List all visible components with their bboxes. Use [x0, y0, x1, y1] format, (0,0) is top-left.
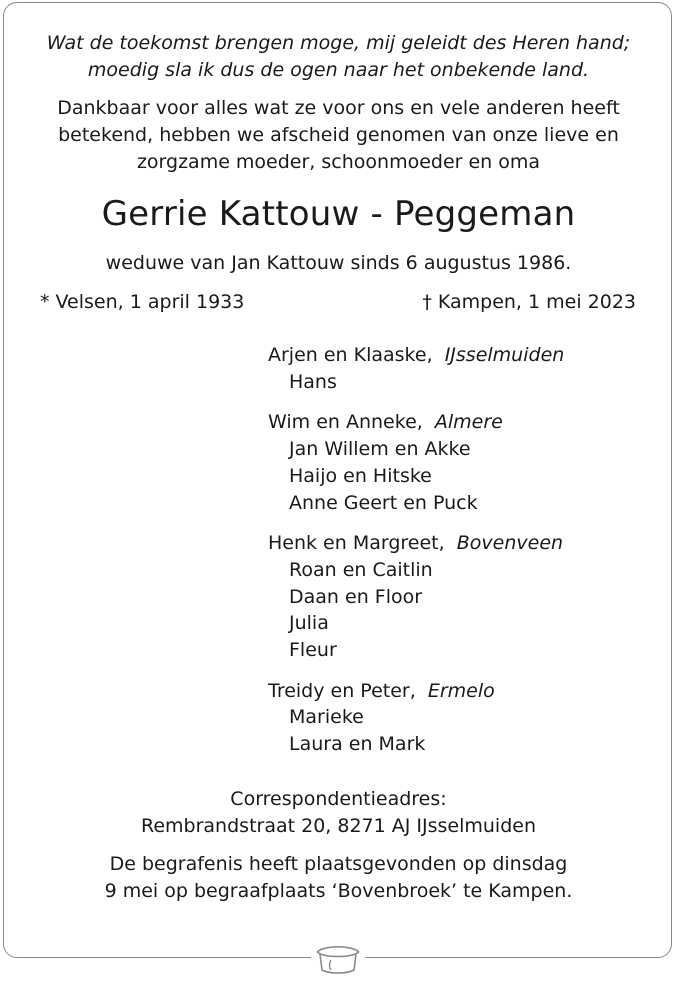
- family-head: [268, 678, 648, 705]
- funeral-note: [0, 851, 677, 905]
- verse-line: moedig sla ik dus de ogen naar het onbekende land.: [87, 59, 590, 81]
- family-head: [268, 409, 648, 436]
- family-child: Roan en Caitlin: [289, 558, 433, 581]
- family-child: Julia: [289, 612, 329, 635]
- deceased-name: Gerrie Kattouw - Peggeman: [101, 194, 576, 234]
- family-head: [268, 342, 648, 369]
- family-group: [268, 342, 648, 395]
- family-child: Marieke: [289, 706, 364, 729]
- family-parents: Wim en Anneke,: [268, 411, 423, 434]
- family-child: Daan en Floor: [289, 585, 423, 608]
- family-child: Hans: [289, 370, 337, 393]
- funeral-line: De begrafenis heeft plaatsgevonden op dinsdag: [109, 853, 568, 875]
- family-place: Bovenveen: [456, 532, 564, 555]
- verse-line: Wat de toekomst brengen moge, mij geleidt des Heren hand;: [46, 32, 631, 54]
- thanks-line: betekend, hebben we afscheid genomen van onze lieve en: [58, 124, 619, 146]
- birth-info: * Velsen, 1 april 1933: [40, 291, 245, 313]
- death-info: † Kampen, 1 mei 2023: [422, 291, 636, 313]
- family-group: [268, 530, 648, 664]
- thanks-paragraph: [0, 95, 677, 176]
- correspondence: [0, 786, 677, 840]
- family-group: [268, 409, 648, 516]
- verse: [0, 30, 677, 84]
- widow-note: weduwe van Jan Kattouw sinds 6 augustus 1986.: [105, 252, 572, 274]
- family-place: IJsselmuiden: [444, 344, 565, 366]
- correspondence-label: Correspondentieadres:: [230, 788, 447, 810]
- family-child: Haijo en Hitske: [289, 464, 432, 487]
- thanks-line: Dankbaar voor alles wat ze voor ons en vele anderen heeft: [57, 97, 620, 119]
- family-child: Laura en Mark: [289, 733, 426, 756]
- family-place: Ermelo: [427, 679, 495, 702]
- family-parents: Henk en Margreet,: [268, 532, 445, 555]
- family-parents: Treidy en Peter,: [268, 679, 416, 702]
- family-child: Anne Geert en Puck: [289, 491, 478, 514]
- family-child: Jan Willem en Akke: [289, 438, 471, 461]
- family-group: [268, 678, 648, 758]
- correspondence-address: Rembrandstraat 20, 8271 AJ IJsselmuiden: [141, 815, 536, 837]
- family-place: Almere: [434, 411, 503, 434]
- family-head: [268, 530, 648, 557]
- thanks-line: zorgzame moeder, schoonmoeder en oma: [136, 151, 541, 173]
- family-parents: Arjen en Klaaske,: [268, 344, 433, 366]
- funeral-line: 9 mei op begraafplaats ‘Bovenbroek’ te Kampen.: [104, 880, 573, 902]
- family-list: [268, 342, 648, 772]
- memorial-logo-icon: [311, 940, 365, 978]
- family-child: Fleur: [289, 639, 337, 662]
